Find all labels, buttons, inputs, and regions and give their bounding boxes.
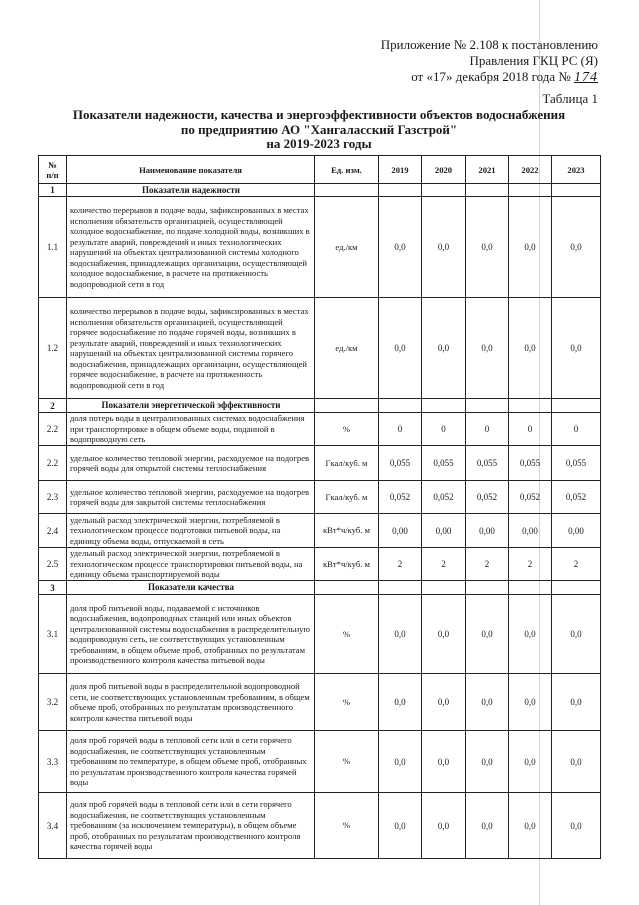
value-2019: 0,00 bbox=[379, 514, 422, 548]
indicator-name: удельное количество тепловой энергии, расходуемое на подогрев горячей воды для открытой системы теплоснабжения bbox=[67, 446, 315, 481]
value-2021: 0,052 bbox=[466, 481, 509, 514]
empty-cell bbox=[552, 184, 601, 197]
header-num bbox=[39, 156, 67, 184]
indicator-unit: ед./км bbox=[315, 298, 379, 399]
value-2021: 0,0 bbox=[466, 793, 509, 859]
value-2023: 0,0 bbox=[552, 595, 601, 674]
indicator-row bbox=[39, 413, 601, 446]
value-2023: 0,0 bbox=[552, 793, 601, 859]
indicator-row bbox=[39, 446, 601, 481]
value-2019: 0,0 bbox=[379, 595, 422, 674]
indicator-number: 1.2 bbox=[39, 298, 67, 399]
value-2021: 0,0 bbox=[466, 731, 509, 793]
indicator-row bbox=[39, 548, 601, 581]
header-year-2023: 2023 bbox=[552, 156, 601, 184]
section-title: Показатели энергетической эффективности bbox=[67, 399, 315, 413]
indicator-unit: Гкал/куб. м bbox=[315, 446, 379, 481]
indicator-number: 3.1 bbox=[39, 595, 67, 674]
value-2020: 0,0 bbox=[422, 595, 466, 674]
section-number: 1 bbox=[39, 184, 67, 197]
appendix-line-3 bbox=[381, 69, 598, 86]
section-row bbox=[39, 184, 601, 197]
section-number: 3 bbox=[39, 581, 67, 595]
value-2022: 0,00 bbox=[509, 514, 552, 548]
value-2023: 0,00 bbox=[552, 514, 601, 548]
value-2020: 0,0 bbox=[422, 674, 466, 731]
appendix-line-1: Приложение № 2.108 к постановлению bbox=[380, 37, 598, 52]
indicator-unit: % bbox=[315, 595, 379, 674]
indicator-row bbox=[39, 514, 601, 548]
indicators-table bbox=[38, 155, 601, 859]
indicator-unit: Гкал/куб. м bbox=[315, 481, 379, 514]
empty-cell bbox=[379, 581, 422, 595]
value-2021: 2 bbox=[466, 548, 509, 581]
value-2020: 0 bbox=[422, 413, 466, 446]
section-row bbox=[39, 581, 601, 595]
indicator-name: доля проб питьевой воды в распределительной водопроводной сети, не соответствующих установленным требованиям, в общем объеме проб, отобранных по результатам производственного контроля качества питьевой воды bbox=[67, 674, 315, 731]
title-line-2: по предприятию АО "Хангаласский Газстрой" bbox=[180, 121, 458, 137]
value-2020: 0,0 bbox=[422, 298, 466, 399]
indicator-unit: % bbox=[315, 413, 379, 446]
empty-cell bbox=[552, 581, 601, 595]
indicator-row bbox=[39, 793, 601, 859]
indicator-name: доля проб горячей воды в тепловой сети или в сети горячего водоснабжения, не соответствующих установленным требованиям по температуре, в общем объеме проб, отобранных по результатам производственного контроля качества горячей воды bbox=[67, 731, 315, 793]
section-title: Показатели надежности bbox=[67, 184, 315, 197]
empty-cell bbox=[509, 184, 552, 197]
empty-cell bbox=[509, 399, 552, 413]
table-body bbox=[39, 184, 601, 859]
value-2022: 0,055 bbox=[509, 446, 552, 481]
value-2021: 0,00 bbox=[466, 514, 509, 548]
value-2020: 0,0 bbox=[422, 793, 466, 859]
value-2019: 0,0 bbox=[379, 793, 422, 859]
value-2019: 0,0 bbox=[379, 197, 422, 298]
value-2020: 0,0 bbox=[422, 197, 466, 298]
empty-cell bbox=[422, 581, 466, 595]
empty-cell bbox=[509, 581, 552, 595]
appendix-header bbox=[381, 37, 598, 86]
value-2023: 0,052 bbox=[552, 481, 601, 514]
indicator-number: 2.4 bbox=[39, 514, 67, 548]
empty-cell bbox=[379, 184, 422, 197]
value-2019: 2 bbox=[379, 548, 422, 581]
value-2022: 0,0 bbox=[509, 793, 552, 859]
value-2020: 2 bbox=[422, 548, 466, 581]
empty-cell bbox=[466, 399, 509, 413]
value-2022: 0,0 bbox=[509, 197, 552, 298]
table-label: Таблица 1 bbox=[542, 91, 598, 106]
indicator-name: доля проб горячей воды в тепловой сети или в сети горячего водоснабжения, не соответствующих установленным требованиям (за исключением температуры), в общем объеме проб, отобранных по результатам производственного контроля качества горячей воды bbox=[67, 793, 315, 859]
value-2022: 0,0 bbox=[509, 595, 552, 674]
document-title bbox=[38, 108, 600, 152]
indicator-unit: кВт*ч/куб. м bbox=[315, 514, 379, 548]
empty-cell bbox=[315, 581, 379, 595]
section-number: 2 bbox=[39, 399, 67, 413]
indicator-number: 3.3 bbox=[39, 731, 67, 793]
value-2020: 0,055 bbox=[422, 446, 466, 481]
value-2021: 0,055 bbox=[466, 446, 509, 481]
indicator-unit: % bbox=[315, 731, 379, 793]
header-year-2021: 2021 bbox=[466, 156, 509, 184]
table-head bbox=[39, 156, 601, 184]
value-2019: 0,0 bbox=[379, 674, 422, 731]
value-2020: 0,052 bbox=[422, 481, 466, 514]
indicator-row bbox=[39, 481, 601, 514]
resolution-number: 174 bbox=[574, 70, 598, 85]
indicator-name: удельное количество тепловой энергии, расходуемое на подогрев горячей воды для закрытой системы теплоснабжения bbox=[67, 481, 315, 514]
section-row bbox=[39, 399, 601, 413]
value-2023: 0,0 bbox=[552, 197, 601, 298]
indicator-name: доля потерь воды в централизованных системах водоснабжения при транспортировке в общем объеме воды, поданной в водопроводную сеть bbox=[67, 413, 315, 446]
header-year-2022: 2022 bbox=[509, 156, 552, 184]
appendix-line-2: Правления ГКЦ РС (Я) bbox=[469, 53, 598, 68]
title-line-3: на 2019-2023 годы bbox=[266, 136, 372, 151]
indicator-row bbox=[39, 298, 601, 399]
indicator-number: 1.1 bbox=[39, 197, 67, 298]
value-2023: 0,0 bbox=[552, 298, 601, 399]
value-2021: 0,0 bbox=[466, 595, 509, 674]
value-2022: 2 bbox=[509, 548, 552, 581]
indicator-name: удельный расход электрической энергии, потребляемой в технологическом процессе транспортировки питьевой воды, на единицу объема транспортируемой воды bbox=[67, 548, 315, 581]
indicator-number: 2.5 bbox=[39, 548, 67, 581]
indicator-row bbox=[39, 197, 601, 298]
section-title: Показатели качества bbox=[67, 581, 315, 595]
value-2019: 0 bbox=[379, 413, 422, 446]
value-2022: 0 bbox=[509, 413, 552, 446]
indicator-unit: % bbox=[315, 793, 379, 859]
value-2021: 0 bbox=[466, 413, 509, 446]
indicator-number: 3.4 bbox=[39, 793, 67, 859]
value-2019: 0,052 bbox=[379, 481, 422, 514]
indicator-name: количество перерывов в подаче воды, зафиксированных в местах исполнения обязательств организацией, осуществляющей горячее водоснабжение по подаче горячей воды, возникших в результате аварий, повреждений и иных технологических нарушений на объектах централизованной системы горячего водоснабжения, принадлежащих организации, осуществляющей горячее водоснабжение, в расчете на протяженность водопроводной сети в год bbox=[67, 298, 315, 399]
indicator-name: удельный расход электрической энергии, потребляемой в технологическом процессе подготовки питьевой воды, на единицу объема воды, отпускаемой в сеть bbox=[67, 514, 315, 548]
value-2023: 0,0 bbox=[552, 731, 601, 793]
indicator-unit: кВт*ч/куб. м bbox=[315, 548, 379, 581]
empty-cell bbox=[466, 581, 509, 595]
indicator-number: 2.2 bbox=[39, 413, 67, 446]
value-2021: 0,0 bbox=[466, 298, 509, 399]
value-2023: 0,055 bbox=[552, 446, 601, 481]
header-num-line-1: № bbox=[48, 159, 57, 170]
header-row bbox=[39, 156, 601, 184]
empty-cell bbox=[422, 184, 466, 197]
indicator-unit: ед./км bbox=[315, 197, 379, 298]
value-2019: 0,0 bbox=[379, 298, 422, 399]
value-2023: 0,0 bbox=[552, 674, 601, 731]
empty-cell bbox=[466, 184, 509, 197]
indicator-number: 3.2 bbox=[39, 674, 67, 731]
header-year-2019: 2019 bbox=[379, 156, 422, 184]
indicator-unit: % bbox=[315, 674, 379, 731]
empty-cell bbox=[422, 399, 466, 413]
value-2019: 0,055 bbox=[379, 446, 422, 481]
indicator-row bbox=[39, 595, 601, 674]
value-2021: 0,0 bbox=[466, 674, 509, 731]
empty-cell bbox=[315, 184, 379, 197]
empty-cell bbox=[552, 399, 601, 413]
value-2020: 0,0 bbox=[422, 731, 466, 793]
value-2022: 0,0 bbox=[509, 731, 552, 793]
empty-cell bbox=[315, 399, 379, 413]
value-2019: 0,0 bbox=[379, 731, 422, 793]
indicator-row bbox=[39, 674, 601, 731]
header-year-2020: 2020 bbox=[422, 156, 466, 184]
indicator-number: 2.2 bbox=[39, 446, 67, 481]
value-2023: 0 bbox=[552, 413, 601, 446]
indicator-row bbox=[39, 731, 601, 793]
header-name: Наименование показателя bbox=[67, 156, 315, 184]
indicator-number: 2.3 bbox=[39, 481, 67, 514]
resolution-date: от «17» декабря 2018 года № bbox=[411, 69, 571, 84]
empty-cell bbox=[379, 399, 422, 413]
value-2022: 0,0 bbox=[509, 674, 552, 731]
value-2020: 0,00 bbox=[422, 514, 466, 548]
value-2021: 0,0 bbox=[466, 197, 509, 298]
indicator-name: доля проб питьевой воды, подаваемой с источников водоснабжения, водопроводных станций или иных объектов централизованной системы водоснабжения в распределительную водопроводную сеть, не соответствующих установленным требованиям, в общем объеме проб, отобранных по результатам производственного контроля качества питьевой воды bbox=[67, 595, 315, 674]
value-2023: 2 bbox=[552, 548, 601, 581]
indicator-name: количество перерывов в подаче воды, зафиксированных в местах исполнения обязательств организацией, осуществляющей холодное водоснабжение, по подаче холодной воды, возникших в результате аварий, повреждений и иных технологических нарушений на объектах централизованной системы холодного водоснабжения, принадлежащих организации, осуществляющей холодное водоснабжение, в расчете на протяженность водопроводной сети в год bbox=[67, 197, 315, 298]
value-2022: 0,052 bbox=[509, 481, 552, 514]
title-line-1: Показатели надежности, качества и энергоэффективности объектов водоснабжения bbox=[72, 107, 566, 122]
value-2022: 0,0 bbox=[509, 298, 552, 399]
header-unit: Ед. изм. bbox=[315, 156, 379, 184]
header-num-line-2: п/п bbox=[46, 169, 59, 180]
